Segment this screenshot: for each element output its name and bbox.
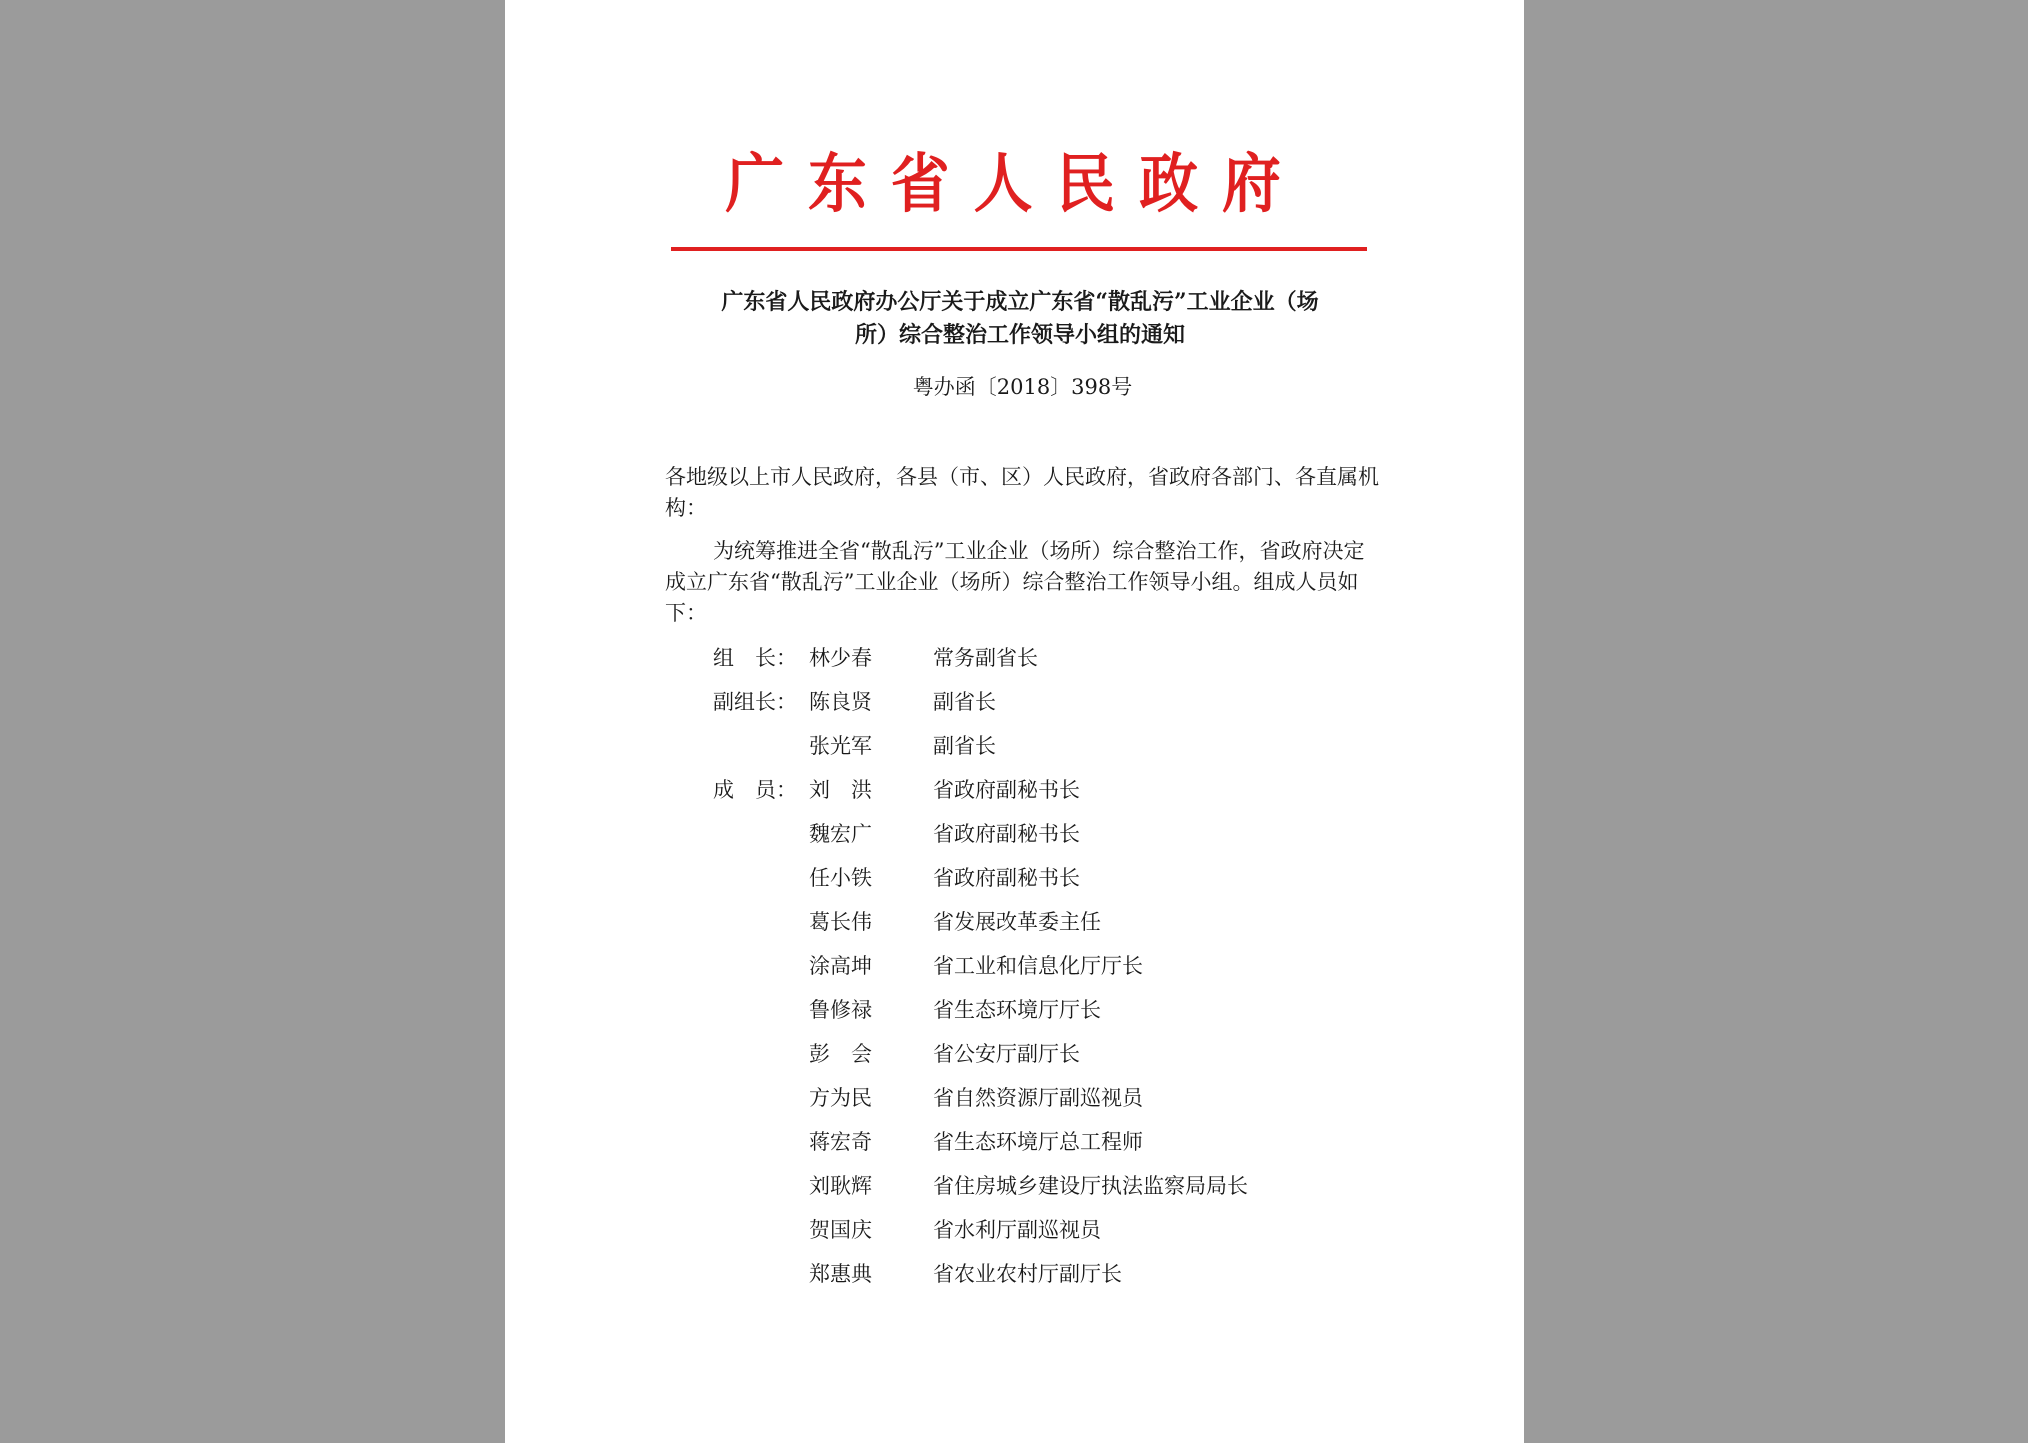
member-title: 省发展改革委主任	[933, 910, 1101, 934]
member-name: 任小铁	[809, 866, 872, 890]
member-name: 魏宏广	[809, 822, 872, 846]
member-title: 省生态环境厅总工程师	[933, 1130, 1143, 1154]
member-row	[713, 1170, 1413, 1214]
member-name: 涂高坤	[809, 954, 872, 978]
document-number: 粤办函〔2018〕398号	[912, 375, 1133, 399]
member-row	[713, 642, 1413, 686]
member-name: 林少春	[809, 646, 872, 670]
member-row	[713, 862, 1413, 906]
member-name: 蒋宏奇	[809, 1130, 872, 1154]
member-title: 省农业农村厅副厅长	[933, 1262, 1122, 1286]
member-name: 彭 会	[809, 1042, 872, 1066]
member-row	[713, 1082, 1413, 1126]
salutation: 各地级以上市人民政府，各县（市、区）人民政府，省政府各部门、各直属机构：	[665, 465, 1379, 520]
member-name: 郑惠典	[809, 1262, 872, 1286]
member-title: 副省长	[933, 690, 996, 714]
member-name: 陈良贤	[809, 690, 872, 714]
member-row	[713, 818, 1413, 862]
member-name: 方为民	[809, 1086, 872, 1110]
member-row	[713, 1258, 1413, 1302]
red-header-rule	[671, 247, 1367, 251]
member-name: 刘耿辉	[809, 1174, 872, 1198]
issuer-header	[505, 140, 1524, 230]
member-row	[713, 1126, 1413, 1170]
member-row	[713, 906, 1413, 950]
title-line-1: 广东省人民政府办公厅关于成立广东省“散乱污”工业企业（场	[721, 289, 1319, 315]
member-role: 副组长：	[713, 690, 797, 714]
member-title: 常务副省长	[933, 646, 1038, 670]
member-title: 省住房城乡建设厅执法监察局局长	[933, 1174, 1248, 1198]
member-role: 成 员：	[713, 778, 797, 802]
member-title: 副省长	[933, 734, 996, 758]
member-title: 省公安厅副厅长	[933, 1042, 1080, 1066]
member-title: 省政府副秘书长	[933, 778, 1080, 802]
body-paragraph: 为统筹推进全省“散乱污”工业企业（场所）综合整治工作，省政府决定成立广东省“散乱污”工业企业（场所）综合整治工作领导小组。组成人员如下：	[665, 539, 1365, 625]
member-role: 组 长：	[713, 646, 797, 670]
member-name: 鲁修禄	[809, 998, 872, 1022]
member-row	[713, 1038, 1413, 1082]
document-page	[505, 0, 1524, 1443]
member-title: 省工业和信息化厅厅长	[933, 954, 1143, 978]
member-name: 贺国庆	[809, 1218, 872, 1242]
member-row	[713, 774, 1413, 818]
member-row	[713, 1214, 1413, 1258]
document-title	[655, 286, 1385, 352]
issuer-name: 广东省人民政府	[724, 147, 1305, 222]
member-name: 张光军	[809, 734, 872, 758]
member-row	[713, 730, 1413, 774]
member-row	[713, 686, 1413, 730]
member-title: 省政府副秘书长	[933, 866, 1080, 890]
member-list	[713, 642, 1413, 1302]
member-title: 省水利厅副巡视员	[933, 1218, 1101, 1242]
member-row	[713, 950, 1413, 994]
member-row	[713, 994, 1413, 1038]
member-title: 省生态环境厅厅长	[933, 998, 1101, 1022]
member-title: 省政府副秘书长	[933, 822, 1080, 846]
member-name: 刘 洪	[809, 778, 872, 802]
member-title: 省自然资源厅副巡视员	[933, 1086, 1143, 1110]
member-name: 葛长伟	[809, 910, 872, 934]
title-line-2: 所）综合整治工作领导小组的通知	[854, 322, 1185, 348]
